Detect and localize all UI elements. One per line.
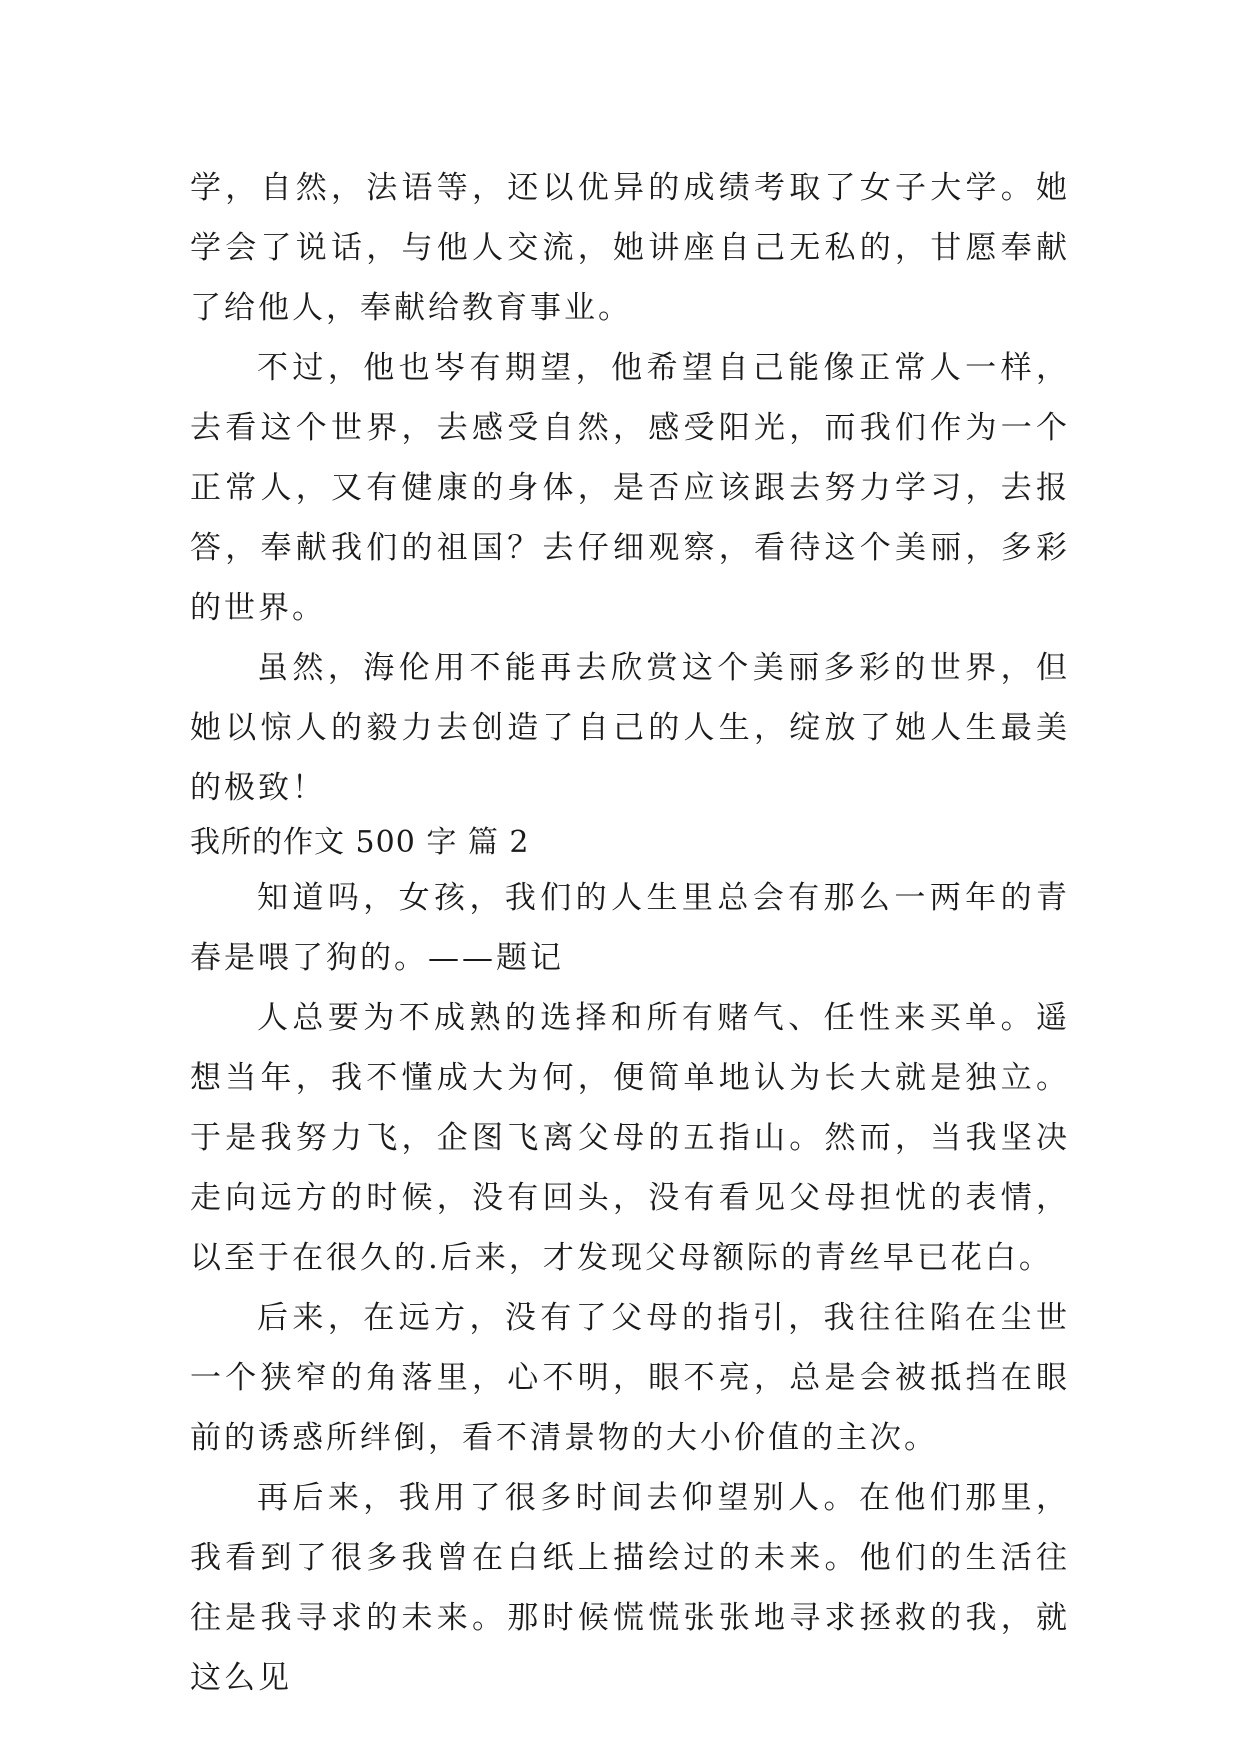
- document-body: [190, 158, 1070, 1708]
- section-heading: 我所的作文 500 字 篇 2: [190, 825, 530, 860]
- paragraph: 再后来，我用了很多时间去仰望别人。在他们那里，我看到了很多我曾在白纸上描绘过的未来。他们的生活往往是我寻求的未来。那时候慌慌张张地寻求拯救的我，就这么见: [190, 1480, 1070, 1696]
- paragraph: 不过，他也岑有期望，他希望自己能像正常人一样，去看这个世界，去感受自然，感受阳光，而我们作为一个正常人，又有健康的身体，是否应该跟去努力学习，去报答，奉献我们的祖国？去仔细观察，看待这个美丽，多彩的世界。: [190, 350, 1070, 626]
- paragraph: 后来，在远方，没有了父母的指引，我往往陷在尘世一个狭窄的角落里，心不明，眼不亮，总是会被抵挡在眼前的诱惑所绊倒，看不清景物的大小价值的主次。: [190, 1300, 1070, 1456]
- paragraph: 虽然，海伦用不能再去欣赏这个美丽多彩的世界，但她以惊人的毅力去创造了自己的人生，绽放了她人生最美的极致！: [190, 650, 1070, 806]
- paragraph: 知道吗，女孩，我们的人生里总会有那么一两年的青春是喂了狗的。——题记: [190, 880, 1070, 976]
- paragraph: 人总要为不成熟的选择和所有赌气、任性来买单。遥想当年，我不懂成大为何，便简单地认为长大就是独立。于是我努力飞，企图飞离父母的五指山。然而，当我坚决走向远方的时候，没有回头，没有看见父母担忧的表情，以至于在很久的.后来，才发现父母额际的青丝早已花白。: [190, 1000, 1070, 1276]
- paragraph-continued: 学，自然，法语等，还以优异的成绩考取了女子大学。她学会了说话，与他人交流，她讲座自己无私的，甘愿奉献了给他人，奉献给教育事业。: [190, 170, 1070, 326]
